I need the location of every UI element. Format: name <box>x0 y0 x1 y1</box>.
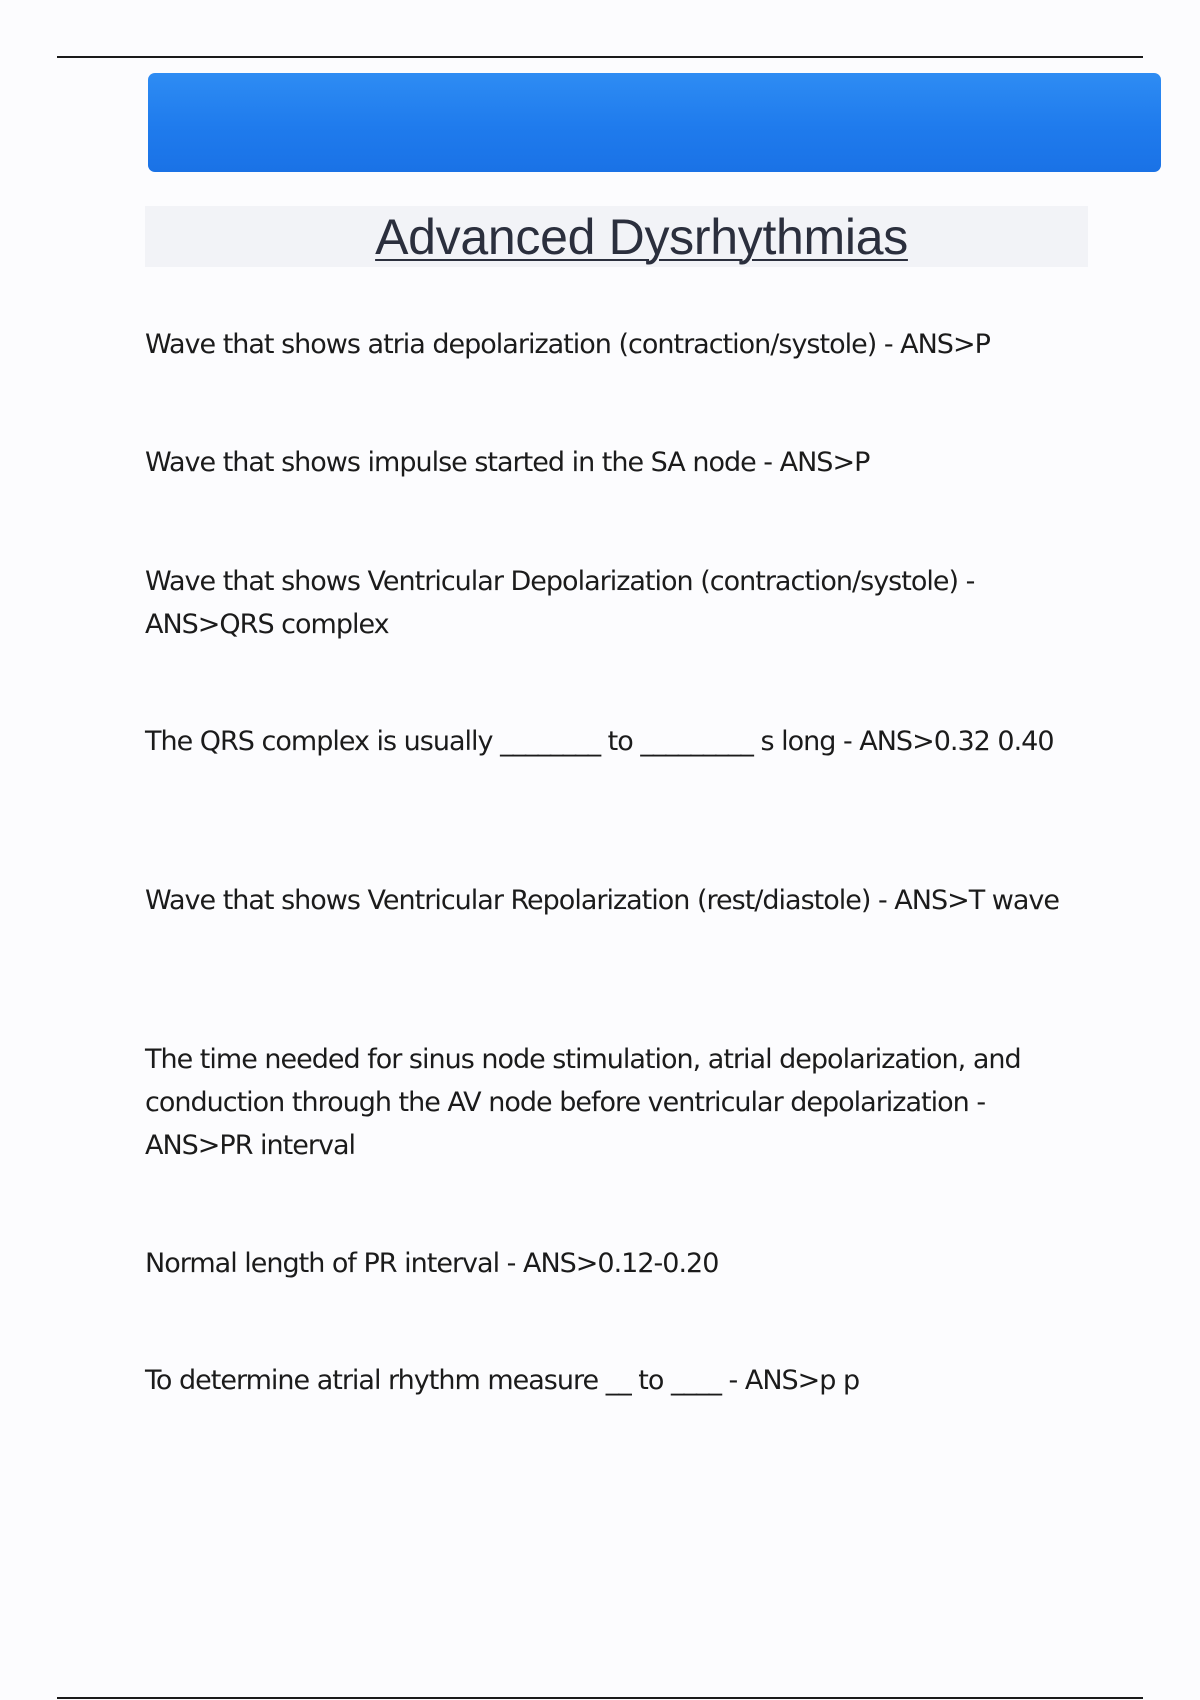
qa-item-7: Normal length of PR interval - ANS>0.12-0.20 <box>145 1248 719 1279</box>
qa-item-4: The QRS complex is usually ________ to _________ s long - ANS>0.32 0.40 <box>145 726 1054 757</box>
qa-item-1: Wave that shows atria depolarization (contraction/systole) - ANS>P <box>145 329 990 360</box>
qa-item-8: To determine atrial rhythm measure __ to ____ - ANS>p p <box>145 1365 860 1396</box>
qa-item-5: Wave that shows Ventricular Repolarization (rest/diastole) - ANS>T wave <box>145 885 1060 916</box>
page-title: Advanced Dysrhythmias <box>375 208 908 265</box>
qa-item-6: The time needed for sinus node stimulation, atrial depolarization, and conduction through the AV node before ventricular depolarization - ANS>PR interval <box>145 1044 1021 1161</box>
top-divider <box>57 56 1143 58</box>
header-banner <box>148 73 1161 172</box>
title-box <box>145 206 1088 267</box>
bottom-divider <box>57 1697 1143 1699</box>
qa-item-3: Wave that shows Ventricular Depolarization (contraction/systole) - ANS>QRS complex <box>145 566 975 640</box>
qa-item-2: Wave that shows impulse started in the SA node - ANS>P <box>145 447 870 478</box>
